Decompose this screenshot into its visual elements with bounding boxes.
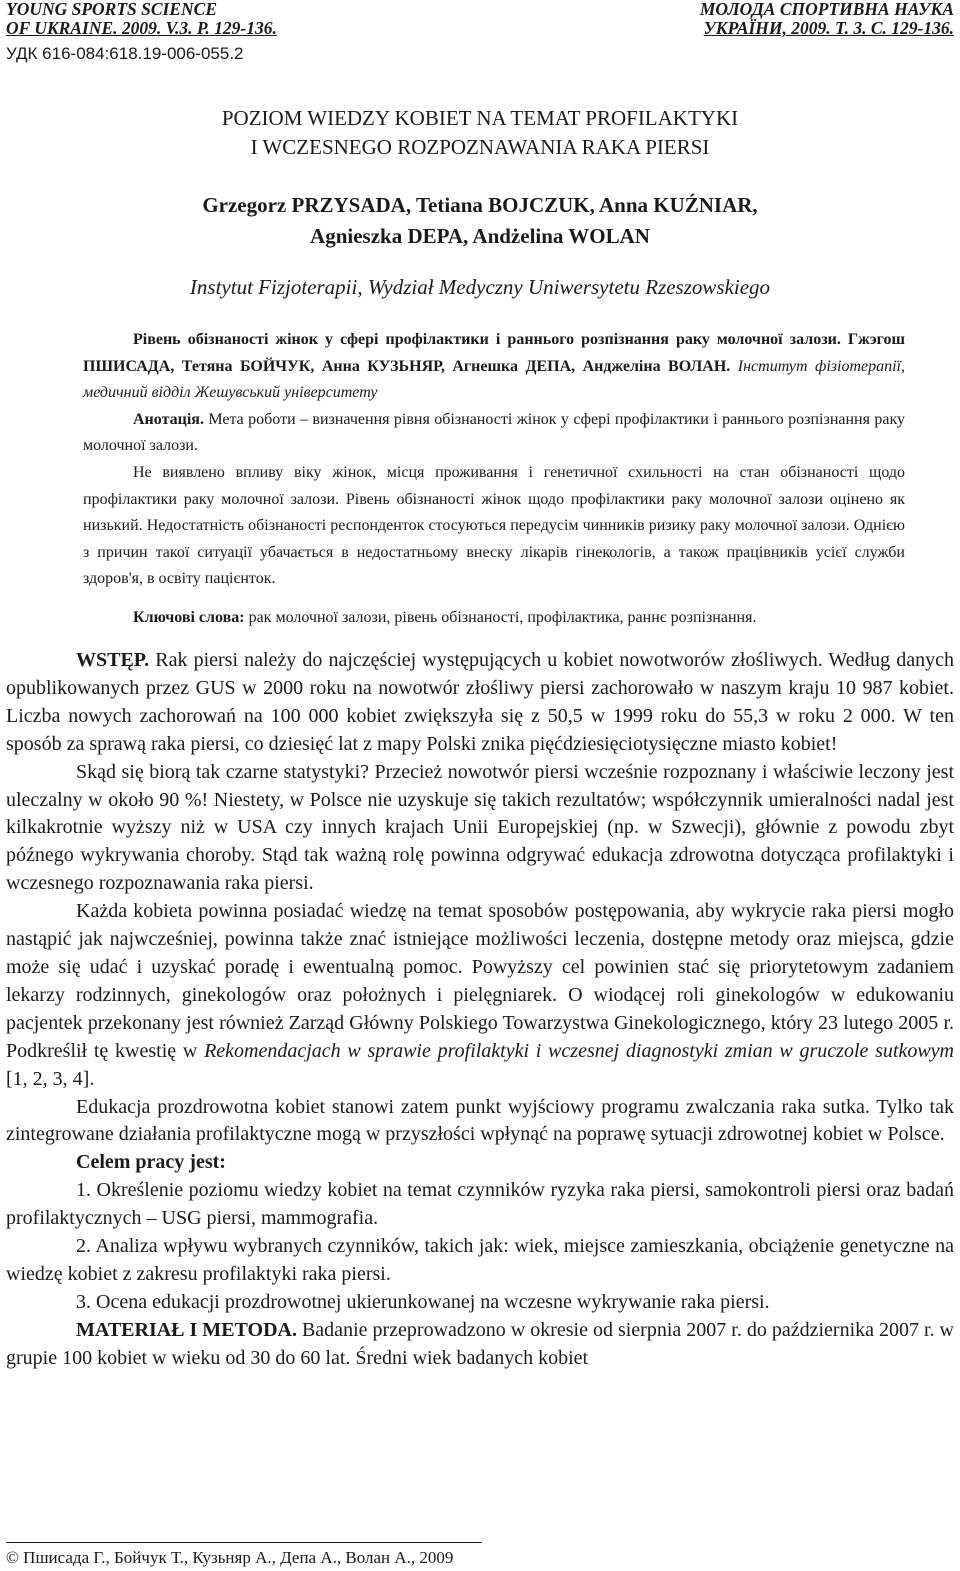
header-right-line1: МОЛОДА СПОРТИВНА НАУКА xyxy=(699,0,954,19)
header-right xyxy=(700,0,954,38)
method-text: Badanie przeprowadzono w okresie od sierpnia 2007 r. do października 2007 r. w grupie 100 kobiet w wieku od 30 do 60 lat. Średni wiek badanych kobiet xyxy=(6,1318,955,1369)
author-list xyxy=(0,190,960,252)
paragraph-2: Skąd się biorą tak czarne statystyki? Przecież nowotwór piersi wcześnie rozpoznany i właściwie leczony jest uleczalny w około 90 %! Niestety, w Polsce nie uzyskuje się takich rezultatów; współczynnik umieralności nadal jest kilkakrotnie wyższy niż w USA czy innych krajach Unii Europejskiej (np. w Szwecji), głównie z powodu zbyt późnego wykrywania choroby. Stąd tak ważną rolę powinna odgrywać edukacja zdrowotna dotycząca profilaktyki i wczesnego rozpoznawania raka piersi. xyxy=(6,760,954,895)
method-paragraph xyxy=(6,1317,954,1373)
intro-label: WSTĘP. xyxy=(76,649,150,671)
abstract-heading xyxy=(83,327,905,407)
intro-text: Rak piersi należy do najczęściej występujących u kobiet nowotworów złośliwych. Według danych opublikowanych przez GUS w 2000 roku na nowotwór złośliwy piersi zachorowało w naszym kraju 10 987 kobiet. Liczba nowych zachorowań na 100 000 kobiet zwiększyła się z 50,5 w 1999 roku do 55,3 w roku 2 000. W ten sposób za sprawą raka piersi, co dziesięć lat z mapy Polski znika pięćdziesięciotysięczne miasto kobiet! xyxy=(6,649,954,755)
running-header xyxy=(6,0,954,42)
aim-item-1: 1. Określenie poziomu wiedzy kobiet na temat czynników ryzyka raka piersi, samokontroli piersi oraz badań profilaktycznych – USG piersi, mammografia. xyxy=(6,1179,954,1230)
article-body xyxy=(6,647,954,1373)
authors-line1: Grzegorz PRZYSADA, Tetiana BOJCZUK, Anna KUŹNIAR, xyxy=(202,193,758,217)
article-title xyxy=(0,104,960,162)
paragraph-4: Edukacja prozdrowotna kobiet stanowi zatem punkt wyjściowy programu zwalczania raka sutka. Tylko tak zintegrowane działania profilaktyczne mogą w przyszłości wpłynąć na poprawę sytuacji zdrowotnej kobiet w Polsce. xyxy=(6,1095,954,1146)
abstract-ukrainian xyxy=(83,327,905,632)
aim-item-3: 3. Ocena edukacji prozdrowotnej ukierunkowanej na wczesne wykrywanie raka piersi. xyxy=(76,1290,770,1313)
abstract-title: Рівень обізнаності жінок у сфері профілактики і раннього розпізнання раку молочної залози. Гжэгош ПШИСАДА, Тетяна БОЙЧУК, Анна КУЗЬНЯР, Агнешка ДЕПА, Анджеліна ВОЛАН. xyxy=(83,331,905,375)
header-left xyxy=(6,0,277,38)
annotation-label: Анотація. xyxy=(133,410,204,428)
annotation-text: Мета роботи – визначення рівня обізнаності жінок у сфері профілактики і раннього розпізнання раку молочної залози. xyxy=(83,410,906,455)
header-left-line2: OF UKRAINE. 2009. V.3. P. 129-136. xyxy=(6,18,277,38)
abstract-annotation xyxy=(83,407,905,460)
method-label: MATERIAŁ I METODA. xyxy=(76,1318,297,1341)
para3-start: Każda kobieta powinna posiadać wiedzę na temat sposobów postępowania, aby wykrycie raka piersi mogło nastąpić jak najwcześniej, powinna także znać istniejące możliwości leczenia, dostępne metody oraz miejsca, gdzie może się udać i uzyskać poradę i ewentualną pomoc. Powyższy cel powinien stać się priorytetowym zadaniem lekarzy rodzinnych, ginekologów oraz położnych i pielęgniarek. O wiodącej roli ginekologów w edukowaniu pacjentek przekonany jest również Zarząd Główny Polskiego Towarzystwa Ginekologicznego, który 23 lutego 2005 r. Podkreślił tę kwestię w xyxy=(6,900,954,1062)
aims-label: Celem pracy jest: xyxy=(76,1151,226,1174)
abstract-institute: Інститут фізіотерапії, медичний відділ Жешувський університету xyxy=(83,357,905,402)
abstract-keywords xyxy=(83,605,905,632)
title-line1: POZIOM WIEDZY KOBIET NA TEMAT PROFILAKTYKI xyxy=(221,106,739,130)
footnote-rule xyxy=(6,1542,482,1543)
keywords-label: Ключові слова: xyxy=(133,608,245,626)
abstract-results: Не виявлено впливу віку жінок, місця проживання і генетичної схильності на стан обізнаності щодо профілактики раку молочної залози. Рівень обізнаності жінок щодо профілактики раку молочної залози оцінено як низький. Недостатність обізнаності респонденток стосуються передусім чинників ризику раку молочної залози. Однією з причин такої ситуації убачається в недостатньому внеску лікарів гінекологів, а також працівників усієї служби здоров'я, в освіту пацієнток. xyxy=(83,463,905,588)
paragraph-3 xyxy=(6,898,954,1093)
authors-line2: Agnieszka DEPA, Andżelina WOLAN xyxy=(310,224,650,248)
header-right-line2: УКРАЇНИ, 2009. Т. 3. С. 129-136. xyxy=(703,18,954,38)
aim-item-2: 2. Analiza wpływu wybranych czynników, takich jak: wiek, miejsce zamieszkania, obciążenie genetyczne na wiedzę kobiet z zakresu profilaktyki raka piersi. xyxy=(6,1235,954,1285)
intro-paragraph xyxy=(6,647,954,759)
header-left-line1: YOUNG SPORTS SCIENCE xyxy=(6,0,218,19)
para3-end: [1, 2, 3, 4]. xyxy=(6,1067,95,1090)
affiliation: Instytut Fizjoterapii, Wydział Medyczny Uniwersytetu Rzeszowskiego xyxy=(189,275,771,299)
copyright-footnote: © Пшисада Г., Бойчук Т., Кузьняр А., Депа А., Волан А., 2009 xyxy=(6,1548,454,1567)
para3-italic: Rekomendacjach w sprawie profilaktyki i wczesnej diagnostyki zmian w gruczole sutkowym xyxy=(204,1039,954,1062)
udc-code: УДК 616-084:618.19-006-055.2 xyxy=(6,44,244,63)
title-line2: I WCZESNEGO ROZPOZNAWANIA RAKA PIERSI xyxy=(250,135,710,159)
keywords-text: рак молочної залози, рівень обізнаності, профілактика, раннє розпізнання. xyxy=(248,608,757,626)
